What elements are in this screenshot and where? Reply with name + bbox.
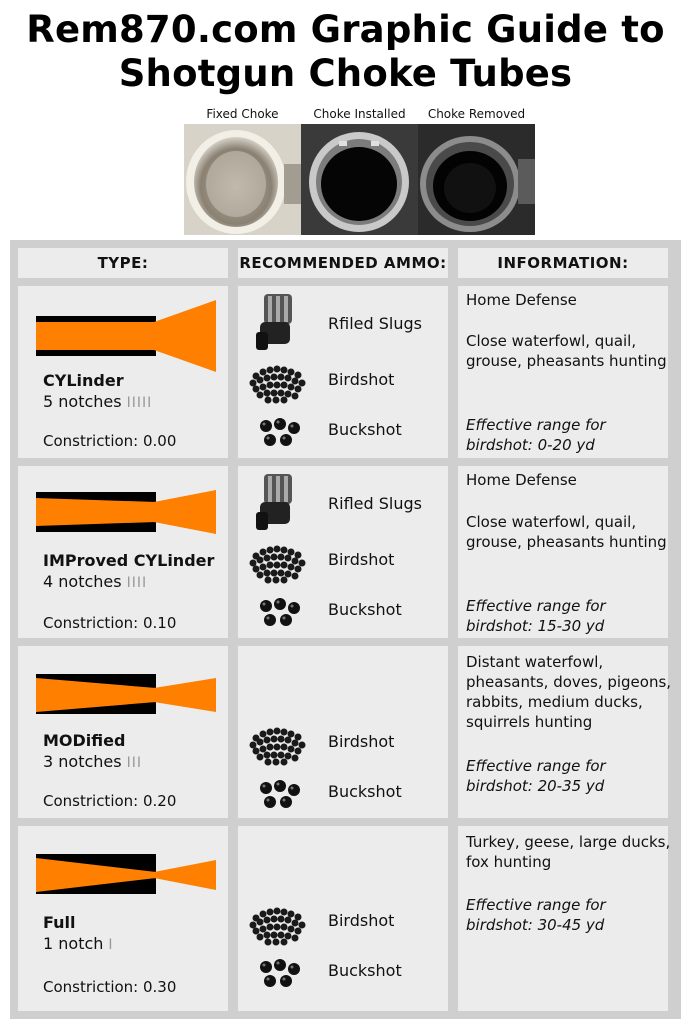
info-range-label: Effective range for — [466, 896, 606, 914]
ammo-label: Birdshot — [328, 732, 395, 751]
constriction-value: Constriction: 0.30 — [43, 978, 177, 996]
constriction-value: Constriction: 0.00 — [43, 432, 177, 450]
notch-bars: III — [126, 755, 142, 771]
choke-table — [10, 240, 681, 1019]
header-info: INFORMATION: — [458, 248, 668, 278]
row-improved-cylinder-ammo — [238, 466, 448, 638]
buckshot-icon — [256, 957, 302, 989]
ammo-label: Buckshot — [328, 782, 402, 801]
notch-bars: IIIII — [126, 395, 153, 411]
photo-caption: Fixed Choke — [206, 107, 279, 121]
ammo-label: Rfiled Slugs — [328, 314, 422, 333]
info-hunt: Turkey, geese, large ducks, fox hunting — [466, 833, 671, 871]
birdshot-icon — [248, 724, 308, 768]
info-use: Home Defense — [466, 471, 577, 489]
notch-bars: IIII — [126, 575, 148, 591]
fixed-choke-image — [184, 104, 301, 235]
info-range-value: birdshot: 15-30 yd — [466, 617, 605, 635]
constriction-value: Constriction: 0.10 — [43, 614, 177, 632]
slug-icon — [252, 472, 302, 534]
improved-cylinder-choke-diagram — [36, 486, 216, 538]
ammo-label: Birdshot — [328, 370, 395, 389]
info-range-label: Effective range for — [466, 597, 606, 615]
info-range-value: birdshot: 30-45 yd — [466, 916, 605, 934]
header-type: TYPE: — [18, 248, 228, 278]
choke-name: CYLinder — [43, 371, 124, 390]
notch-bars: I — [108, 937, 114, 953]
photo-caption: Choke Installed — [313, 107, 406, 121]
notch-count — [43, 572, 147, 591]
row-full-ammo — [238, 826, 448, 1011]
title-line-1: Rem870.com Graphic Guide to — [26, 8, 665, 51]
slug-icon — [252, 292, 302, 354]
ammo-label: Buckshot — [328, 961, 402, 980]
notch-text: 3 notches — [43, 752, 122, 771]
info-range-label: Effective range for — [466, 416, 606, 434]
choke-name: MODified — [43, 731, 126, 750]
page-title — [0, 8, 691, 96]
info-use: Home Defense — [466, 291, 577, 309]
choke-installed-image — [301, 104, 418, 235]
birdshot-icon — [248, 542, 308, 586]
info-hunt: Distant waterfowl, pheasants, doves, pigeons, rabbits, medium ducks, squirrels hunting — [466, 653, 672, 731]
buckshot-icon — [256, 416, 302, 448]
info-range-value: birdshot: 20-35 yd — [466, 777, 605, 795]
buckshot-icon — [256, 778, 302, 810]
ammo-label: Buckshot — [328, 600, 402, 619]
row-modified-ammo — [238, 646, 448, 818]
row-cylinder-info — [458, 286, 668, 458]
info-hunt: Close waterfowl, quail, grouse, pheasants hunting — [466, 513, 667, 551]
ammo-label: Birdshot — [328, 550, 395, 569]
notch-count — [43, 752, 142, 771]
constriction-value: Constriction: 0.20 — [43, 792, 177, 810]
full-choke-diagram — [36, 852, 216, 896]
row-modified-type — [18, 646, 228, 818]
ammo-label: Buckshot — [328, 420, 402, 439]
buckshot-icon — [256, 596, 302, 628]
row-cylinder-type — [18, 286, 228, 458]
birdshot-icon — [248, 362, 308, 406]
ammo-label: Rifled Slugs — [328, 494, 422, 513]
photo-choke-removed — [418, 104, 535, 235]
choke-name: Full — [43, 913, 76, 932]
info-range — [466, 756, 678, 796]
cylinder-choke-diagram — [36, 300, 216, 376]
info-range — [466, 596, 678, 636]
notch-text: 5 notches — [43, 392, 122, 411]
notch-count — [43, 934, 114, 953]
choke-name: IMProved CYLinder — [43, 551, 215, 570]
row-full-info — [458, 826, 671, 1011]
birdshot-icon — [248, 904, 308, 948]
info-range-value: birdshot: 0-20 yd — [466, 436, 595, 454]
photo-fixed-choke — [184, 104, 301, 235]
choke-photo-strip — [184, 104, 534, 235]
row-cylinder-ammo — [238, 286, 448, 458]
notch-text: 4 notches — [43, 572, 122, 591]
info-range-label: Effective range for — [466, 757, 606, 775]
info-range — [466, 895, 678, 935]
info-hunt: Close waterfowl, quail, grouse, pheasants hunting — [466, 332, 667, 370]
info-range — [466, 415, 678, 455]
notch-text: 1 notch — [43, 934, 104, 953]
row-full-type — [18, 826, 228, 1011]
row-modified-info — [458, 646, 672, 818]
modified-choke-diagram — [36, 672, 216, 716]
notch-count — [43, 392, 152, 411]
photo-choke-installed — [301, 104, 418, 235]
photo-caption: Choke Removed — [427, 107, 526, 121]
choke-removed-image — [418, 104, 535, 235]
title-line-2: Shotgun Choke Tubes — [118, 52, 573, 95]
row-improved-cylinder-info — [458, 466, 668, 638]
row-improved-cylinder-type — [18, 466, 228, 638]
header-ammo: RECOMMENDED AMMO: — [238, 248, 448, 278]
ammo-label: Birdshot — [328, 911, 395, 930]
